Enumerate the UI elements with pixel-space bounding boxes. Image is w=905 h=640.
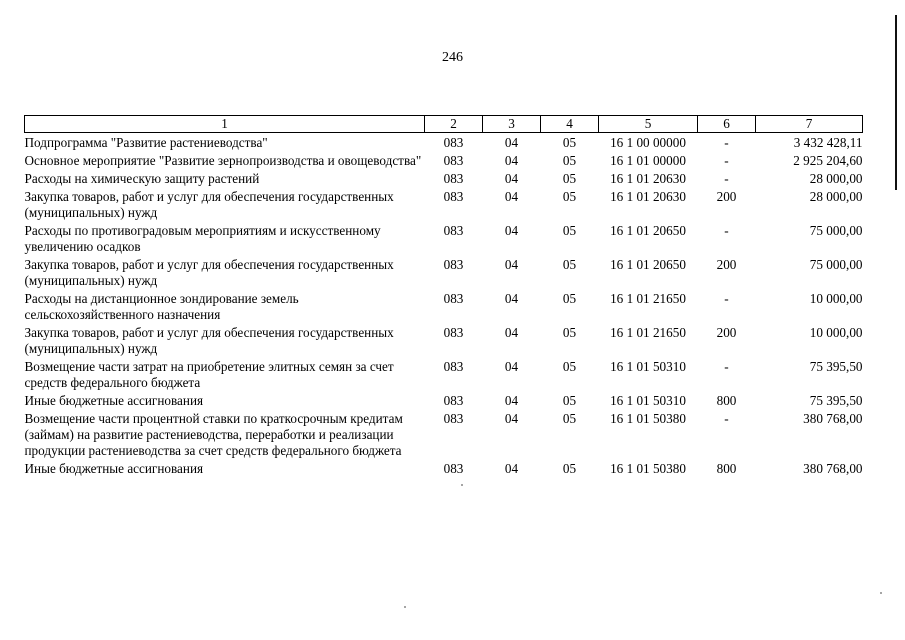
row-name: Иные бюджетные ассигнования — [24, 461, 204, 476]
row-target-article: 16 1 01 21650 — [610, 291, 686, 306]
row-name: Иные бюджетные ассигнования — [24, 393, 204, 408]
row-section: 04 — [504, 153, 519, 168]
table-row — [25, 133, 863, 152]
row-admin-code: 083 — [443, 135, 464, 150]
scan-speck — [404, 606, 406, 608]
row-name: Расходы на химическую защиту растений — [24, 171, 260, 186]
row-name: Закупка товаров, работ и услуг для обеспечения государственных (муниципальных) нужд — [24, 189, 394, 220]
row-expense-type: - — [724, 135, 729, 150]
row-subsection: 05 — [562, 189, 577, 204]
row-subsection: 05 — [562, 135, 577, 150]
row-subsection: 05 — [562, 257, 577, 272]
row-subsection: 05 — [562, 461, 577, 476]
row-subsection: 05 — [562, 325, 577, 340]
table-row — [25, 391, 863, 409]
column-header: 2 — [425, 116, 483, 133]
table-row — [25, 221, 863, 255]
row-target-article: 16 1 01 50380 — [610, 461, 686, 476]
table-row — [25, 255, 863, 289]
row-section: 04 — [504, 135, 519, 150]
table-header-row — [25, 116, 863, 133]
row-target-article: 16 1 01 20650 — [610, 257, 686, 272]
row-amount: 2 925 204,60 — [793, 153, 863, 168]
column-header: 3 — [483, 116, 541, 133]
row-name: Закупка товаров, работ и услуг для обеспечения государственных (муниципальных) нужд — [24, 325, 394, 356]
row-amount: 75 000,00 — [809, 257, 863, 272]
table-row — [25, 289, 863, 323]
row-admin-code: 083 — [443, 393, 464, 408]
row-target-article: 16 1 01 50310 — [610, 359, 686, 374]
row-subsection: 05 — [562, 171, 577, 186]
row-expense-type: - — [724, 359, 729, 374]
row-name: Возмещение части процентной ставки по краткосрочным кредитам (займам) на развитие растениеводства, переработки и реализации продукции растениеводства за счет средств федерального бюджета — [24, 411, 403, 458]
row-amount: 75 000,00 — [809, 223, 863, 238]
row-admin-code: 083 — [443, 153, 464, 168]
column-header: 7 — [756, 116, 863, 133]
column-header: 1 — [25, 116, 425, 133]
row-admin-code: 083 — [443, 411, 464, 426]
row-admin-code: 083 — [443, 291, 464, 306]
scan-edge-line — [895, 15, 897, 190]
row-section: 04 — [504, 325, 519, 340]
row-subsection: 05 — [562, 393, 577, 408]
row-subsection: 05 — [562, 359, 577, 374]
row-name: Расходы по противоградовым мероприятиям и искусственному увеличению осадков — [24, 223, 381, 254]
row-expense-type: 200 — [716, 325, 737, 340]
column-header: 4 — [541, 116, 599, 133]
table-row — [25, 151, 863, 169]
row-section: 04 — [504, 223, 519, 238]
row-target-article: 16 1 01 50380 — [610, 411, 686, 426]
row-section: 04 — [504, 291, 519, 306]
row-name: Возмещение части затрат на приобретение элитных семян за счет средств федерального бюджета — [24, 359, 394, 390]
row-subsection: 05 — [562, 223, 577, 238]
row-amount: 10 000,00 — [809, 325, 863, 340]
row-expense-type: 800 — [716, 461, 737, 476]
row-target-article: 16 1 01 50310 — [610, 393, 686, 408]
table-row — [25, 357, 863, 391]
row-admin-code: 083 — [443, 325, 464, 340]
table-body — [25, 133, 863, 478]
row-section: 04 — [504, 411, 519, 426]
table-row — [25, 187, 863, 221]
row-section: 04 — [504, 393, 519, 408]
row-target-article: 16 1 01 21650 — [610, 325, 686, 340]
row-expense-type: - — [724, 411, 729, 426]
page-number: 246 — [442, 50, 463, 65]
row-target-article: 16 1 01 20650 — [610, 223, 686, 238]
row-admin-code: 083 — [443, 461, 464, 476]
row-subsection: 05 — [562, 291, 577, 306]
row-amount: 380 768,00 — [803, 461, 863, 476]
table-row — [25, 459, 863, 477]
row-admin-code: 083 — [443, 189, 464, 204]
scan-speck — [461, 484, 463, 486]
row-admin-code: 083 — [443, 171, 464, 186]
row-name: Закупка товаров, работ и услуг для обеспечения государственных (муниципальных) нужд — [24, 257, 394, 288]
row-amount: 3 432 428,11 — [793, 135, 863, 150]
row-expense-type: - — [724, 223, 729, 238]
row-section: 04 — [504, 257, 519, 272]
row-section: 04 — [504, 359, 519, 374]
budget-table — [24, 115, 863, 477]
row-admin-code: 083 — [443, 257, 464, 272]
column-header: 5 — [599, 116, 698, 133]
table-row — [25, 323, 863, 357]
row-name: Расходы на дистанционное зондирование земель сельскохозяйственного назначения — [24, 291, 299, 322]
row-section: 04 — [504, 461, 519, 476]
row-amount: 10 000,00 — [809, 291, 863, 306]
table-row — [25, 169, 863, 187]
row-admin-code: 083 — [443, 359, 464, 374]
row-amount: 28 000,00 — [809, 171, 863, 186]
row-target-article: 16 1 00 00000 — [610, 135, 686, 150]
row-target-article: 16 1 01 00000 — [610, 153, 686, 168]
row-expense-type: 200 — [716, 189, 737, 204]
row-admin-code: 083 — [443, 223, 464, 238]
scan-speck — [880, 592, 882, 594]
row-amount: 75 395,50 — [809, 393, 863, 408]
row-subsection: 05 — [562, 153, 577, 168]
row-expense-type: 200 — [716, 257, 737, 272]
row-section: 04 — [504, 189, 519, 204]
row-amount: 380 768,00 — [803, 411, 863, 426]
row-target-article: 16 1 01 20630 — [610, 171, 686, 186]
row-name: Основное мероприятие "Развитие зернопроизводства и овощеводства" — [24, 153, 422, 168]
table-row — [25, 409, 863, 459]
row-amount: 75 395,50 — [809, 359, 863, 374]
row-expense-type: - — [724, 171, 729, 186]
row-target-article: 16 1 01 20630 — [610, 189, 686, 204]
row-name: Подпрограмма "Развитие растениеводства" — [24, 135, 268, 150]
column-header: 6 — [698, 116, 756, 133]
row-expense-type: - — [724, 153, 729, 168]
row-section: 04 — [504, 171, 519, 186]
row-subsection: 05 — [562, 411, 577, 426]
row-amount: 28 000,00 — [809, 189, 863, 204]
row-expense-type: 800 — [716, 393, 737, 408]
row-expense-type: - — [724, 291, 729, 306]
